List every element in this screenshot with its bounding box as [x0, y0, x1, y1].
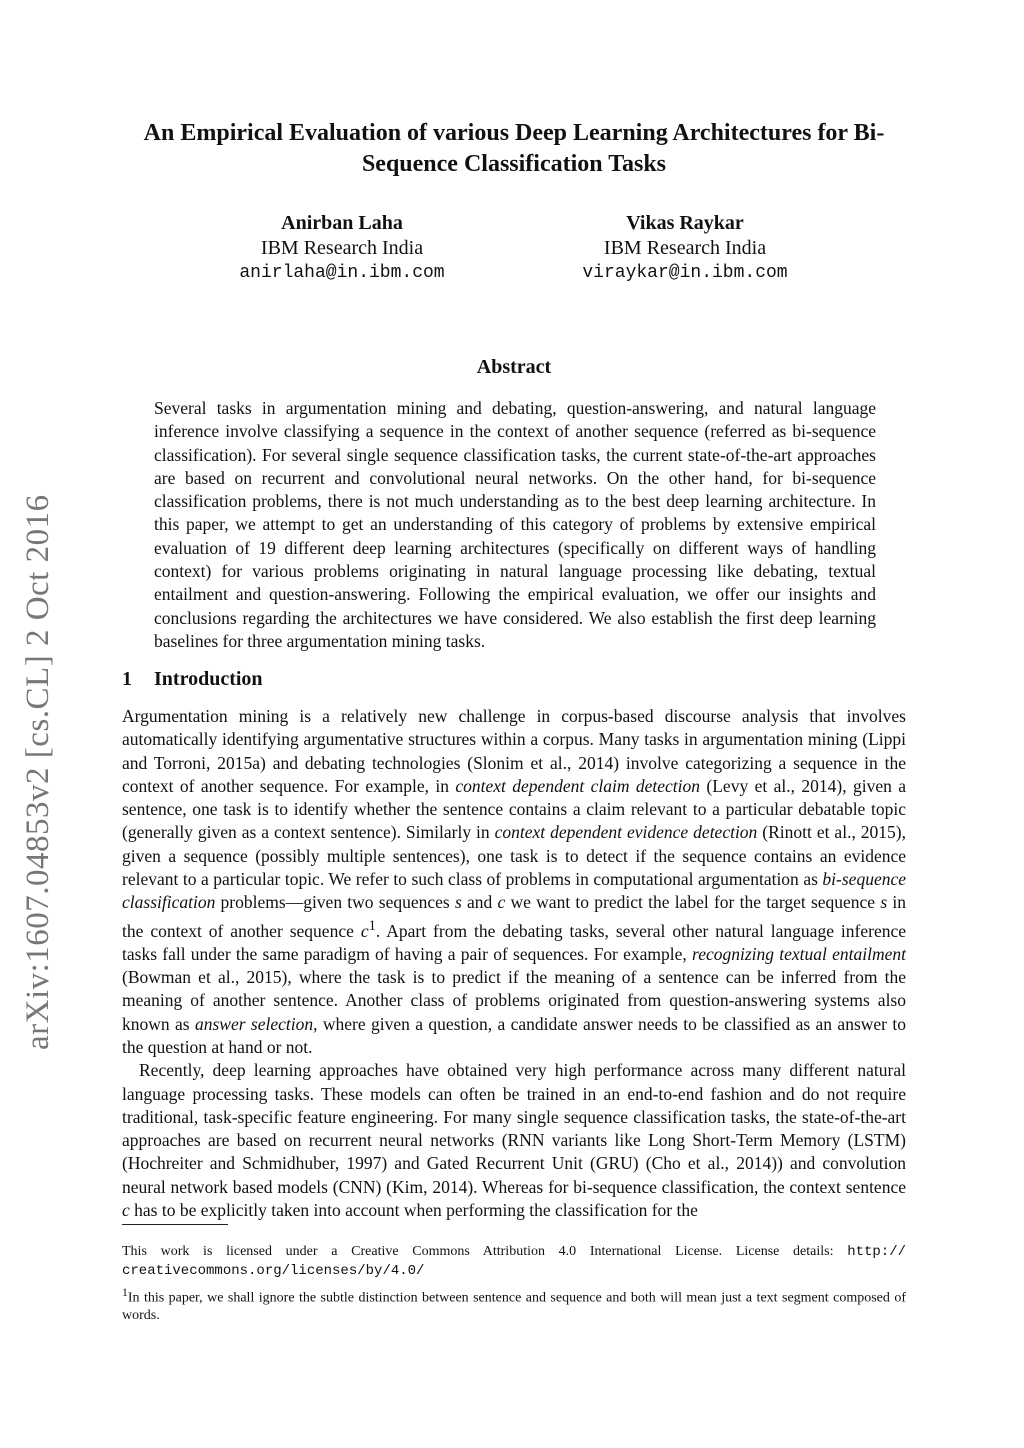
- author-block: [545, 211, 825, 286]
- paragraph: [122, 705, 906, 1059]
- section-number: 1: [122, 668, 132, 690]
- author-affiliation: IBM Research India: [603, 237, 767, 259]
- italic-term: recognizing textual entailment: [692, 943, 906, 964]
- italic-term: answer selection: [194, 1013, 314, 1034]
- license-text: This work is licensed under a Creative Commons Attribution 4.0 International License. License details:: [122, 1244, 848, 1259]
- license-footnote: [122, 1243, 906, 1280]
- text-run: problems—given two sequences: [215, 892, 455, 913]
- footnote-1: [122, 1284, 906, 1325]
- paper-title: An Empirical Evaluation of various Deep Learning Architectures for Bi-Sequence Classification Tasks: [143, 120, 885, 177]
- math-symbol: s: [880, 892, 888, 913]
- italic-term: bi-sequence classification: [122, 869, 906, 913]
- text-run: we want to predict the label for the target sequence: [505, 892, 881, 913]
- text-run: and: [461, 892, 498, 913]
- section-title: Introduction: [154, 668, 263, 690]
- footnote-marker[interactable]: 1: [368, 917, 376, 934]
- text-run: has to be explicitly taken into account when performing the classification for the: [129, 1200, 698, 1221]
- footnotes: [122, 1243, 906, 1329]
- footnote-mark: 1: [122, 1286, 128, 1299]
- arxiv-identifier: arXiv:1607.04853v2 [cs.CL] 2 Oct 2016: [20, 494, 56, 1050]
- text-run: (Rinott et al., 2015), given a sequence (possibly multiple sentences), one task is to detect if the sequence contains an evidence relevant to a particular topic. We refer to such class of problems in computational argumentation as: [122, 822, 906, 890]
- abstract-heading: Abstract: [476, 356, 552, 378]
- italic-term: context dependent claim detection: [455, 775, 701, 796]
- author-name: Vikas Raykar: [626, 212, 744, 234]
- paragraph: [122, 1059, 906, 1222]
- footnote-divider: [122, 1224, 228, 1225]
- author-affiliation: IBM Research India: [260, 237, 424, 259]
- text-run: Argumentation mining is a relatively new challenge in corpus-based discourse analysis that involves automatically identifying argumentative structures within a corpus. Many tasks in argumentation mining (Lippi and Torroni, 2015a) and debating technologies (Slonim et al., 2014) involve categorizing a sequence in the context of another sequence. For example, in: [122, 706, 906, 796]
- text-run: . Apart from the debating tasks, several other natural language inference tasks fall under the same paradigm of having a pair of sequences. For example,: [122, 920, 906, 964]
- author-email[interactable]: anirlaha@in.ibm.com: [239, 263, 445, 283]
- math-symbol: c: [497, 892, 506, 913]
- math-symbol: c: [122, 1200, 130, 1221]
- text-run: , where given a question, a candidate answer needs to be classified as an answer to the question at hand or not.: [122, 1013, 906, 1057]
- author-block: [202, 211, 482, 286]
- italic-term: context dependent evidence detection: [494, 822, 758, 843]
- section-heading: [122, 668, 263, 691]
- text-run: in the context of another sequence: [122, 892, 906, 941]
- text-run: Recently, deep learning approaches have obtained very high performance across many different natural language processing tasks. These models can often be trained in an end-to-end fashion and do not require traditional, task-specific feature engineering. For many single sequence classification tasks, the state-of-the-art approaches are based on recurrent neural networks (RNN variants like Long Short-Term Memory (LSTM) (Hochreiter and Schmidhuber, 1997) and Gated Recurrent Unit (GRU) (Cho et al., 2014)) and convolution neural network based models (CNN) (Kim, 2014). Whereas for bi-sequence classification, the context sentence: [122, 1060, 906, 1197]
- author-name: Anirban Laha: [281, 212, 403, 234]
- license-link[interactable]: http:// creativecommons.org/licenses/by/4.0/: [122, 1244, 906, 1279]
- math-symbol: c: [360, 920, 369, 941]
- author-email[interactable]: viraykar@in.ibm.com: [582, 263, 788, 283]
- footnote-text: In this paper, we shall ignore the subtle distinction between sentence and sequence and both will mean just a text segment composed of words.: [122, 1290, 906, 1324]
- abstract-text: Several tasks in argumentation mining and debating, question-answering, and natural language inference involve classifying a sequence in the context of another sequence (referred as bi-sequence classification). For several single sequence classification tasks, the current state-of-the-art approaches are based on recurrent and convolutional neural networks. On the other hand, for bi-sequence classification problems, there is not much understanding as to the best deep learning architecture. In this paper, we attempt to get an understanding of this category of problems by extensive empirical evaluation of 19 different deep learning architectures (specifically on different ways of handling context) for various problems originating in natural language processing like debating, textual entailment and question-answering. Following the empirical evaluation, we offer our insights and conclusions regarding the architectures we have considered. We also establish the first deep learning baselines for three argumentation mining tasks.: [154, 398, 876, 651]
- section-body: [122, 705, 906, 1222]
- text-run: (Levy et al., 2014), given a sentence, one task is to identify whether the sentence contains a claim relevant to a particular debatable topic (generally given as a context sentence). Similarly in: [122, 775, 906, 843]
- math-symbol: s: [454, 892, 462, 913]
- text-run: (Bowman et al., 2015), where the task is to predict if the meaning of a sentence can be inferred from the meaning of another sentence. Another class of problems originated from question-answering systems also known as: [122, 967, 906, 1034]
